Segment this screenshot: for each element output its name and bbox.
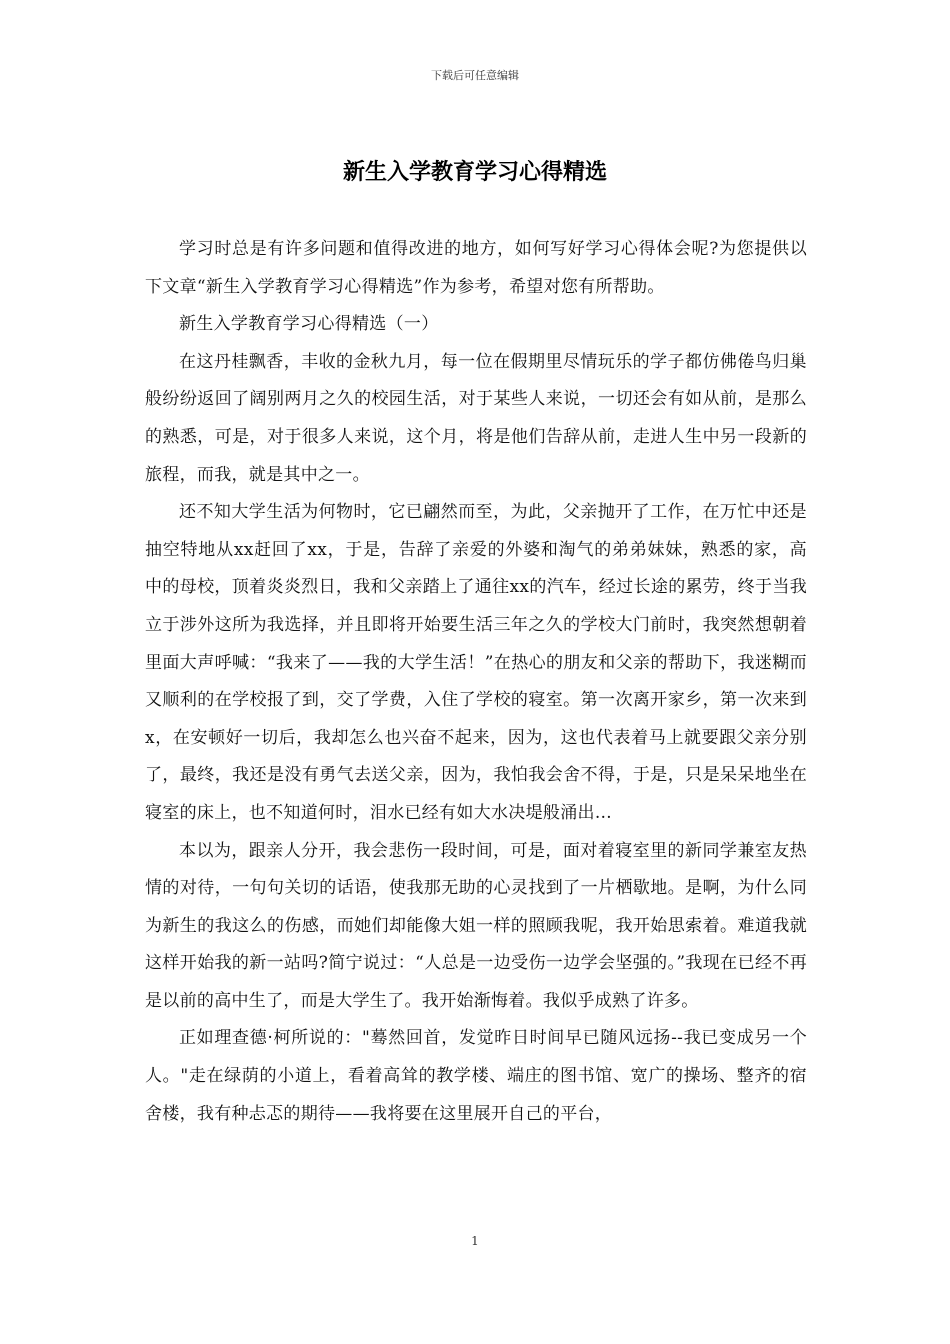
paragraph: 正如理查德·柯所说的："蓦然回首，发觉昨日时间早已随风远扬--我已变成另一个人。"走在绿荫的小道上，看着高耸的教学楼、端庄的图书馆、宽广的操场、整齐的宿舍楼，我有种忐忑的期待——我将要在这里展开自己的平台， xyxy=(145,1028,808,1124)
paragraph: 还不知大学生活为何物时，它已翩然而至，为此，父亲抛开了工作，在万忙中还是抽空特地从xx赶回了xx，于是，告辞了亲爱的外婆和淘气的弟弟妹妹，熟悉的家，高中的母校，顶着炎炎烈日，我和父亲踏上了通往xx的汽车，经过长途的累劳，终于当我立于涉外这所为我选择，并且即将开始要生活三年之久的学校大门前时，我突然想朝着里面大声呼喊：“我来了——我的大学生活！”在热心的朋友和父亲的帮助下，我迷糊而又顺利的在学校报了到，交了学费，入住了学校的寝室。第一次离开家乡，第一次来到x，在安顿好一切后，我却怎么也兴奋不起来，因为，这也代表着马上就要跟父亲分别了，最终，我还是没有勇气去送父亲，因为，我怕我会舍不得，于是，只是呆呆地坐在寝室的床上，也不知道何时，泪水已经有如大水决堤般涌出… xyxy=(145,502,807,823)
paragraph: 在这丹桂飘香，丰收的金秋九月，每一位在假期里尽情玩乐的学子都仿佛倦鸟归巢般纷纷返回了阔别两月之久的校园生活，对于某些人来说，一切还会有如从前，是那么的熟悉，可是，对于很多人来说，这个月，将是他们告辞从前，走进人生中另一段新的旅程，而我，就是其中之一。 xyxy=(145,351,807,485)
header-note: 下载后可任意编辑 xyxy=(431,69,519,82)
section-heading: 新生入学教育学习心得精选（一） xyxy=(179,314,439,335)
paragraph: 本以为，跟亲人分开，我会悲伤一段时间，可是，面对着寝室里的新同学兼室友热情的对待，一句句关切的话语，使我那无助的心灵找到了一片栖歇地。是啊，为什么同为新生的我这么的伤感，而她们却能像大姐一样的照顾我呢，我开始思索着。难道我就这样开始我的新一站吗?简宁说过：“人总是一边受伤一边学会坚强的。”我现在已经不再是以前的高中生了，而是大学生了。我开始渐悔着。我似乎成熟了许多。 xyxy=(145,840,807,1011)
document-title: 新生入学教育学习心得精选 xyxy=(342,160,607,185)
paragraph-intro: 学习时总是有许多问题和值得改进的地方，如何写好学习心得体会呢?为您提供以下文章“新生入学教育学习心得精选”作为参考，希望对您有所帮助。 xyxy=(145,239,807,297)
document-body xyxy=(145,231,807,1133)
page-number: 1 xyxy=(471,1234,479,1248)
